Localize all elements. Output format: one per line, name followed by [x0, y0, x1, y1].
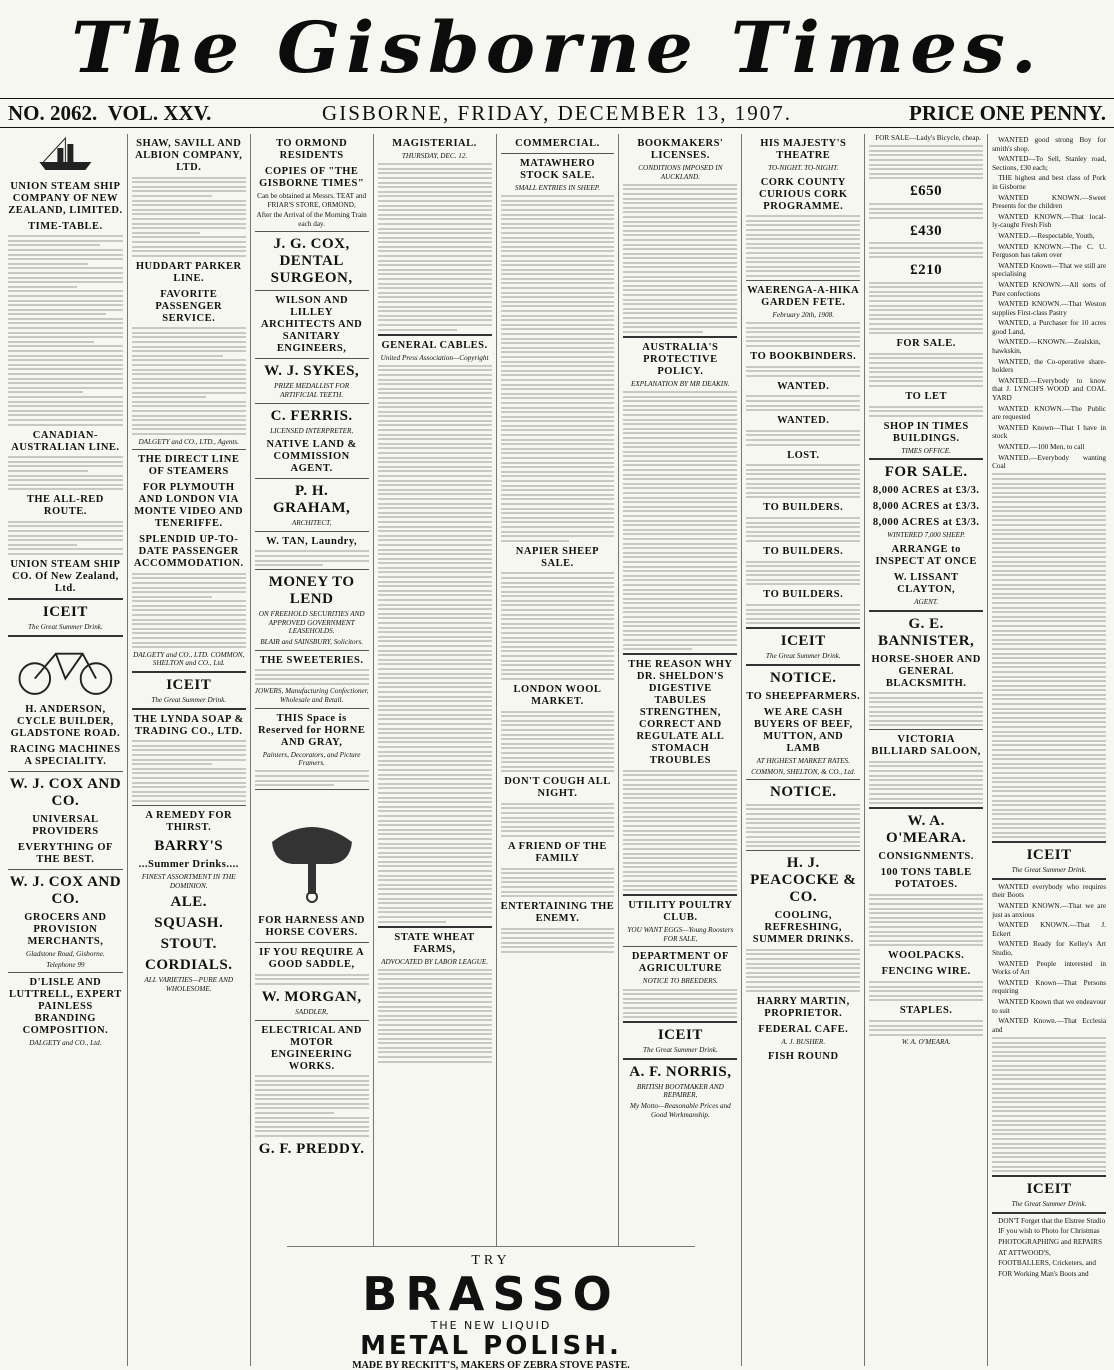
wanted-2-text	[746, 430, 860, 446]
market-rates: AT HIGHEST MARKET RATES.	[756, 757, 850, 766]
want-eggs: YOU WANT EGGS—Young Roosters FOR SALE,	[627, 926, 734, 943]
cash-buyers: WE ARE CASH BUYERS OF BEEF, MUTTON, AND LAMB	[753, 707, 853, 755]
morgan-saddler: SADDLER,	[295, 1008, 329, 1016]
norris: A. F. NORRIS,	[629, 1063, 732, 1080]
australia-protective: AUSTRALIA'S PROTECTIVE POLICY.	[642, 341, 719, 377]
napier-text	[501, 572, 615, 680]
peacocke-text	[746, 949, 860, 992]
staples-text	[869, 1020, 983, 1036]
wanted-ad: WANTED Ready for Kelley's Art Studio,	[992, 940, 1107, 958]
dept-agriculture: DEPARTMENT OF AGRICULTURE	[631, 951, 729, 975]
brasso-made-by: MADE BY RECKITT'S, MAKERS OF ZEBRA STOVE PASTE.	[352, 1360, 630, 1370]
lost-text	[746, 464, 860, 498]
allred-heading: THE ALL-RED ROUTE.	[26, 494, 104, 518]
for-sale-3: FOR SALE.	[884, 464, 968, 481]
wanted-ad: WANTED KNOWN.—That J. Eckert	[992, 921, 1107, 938]
acres-2: 8,000 ACRES at £3/3.	[872, 501, 980, 513]
p210-text	[869, 282, 983, 335]
for-sale-bicycle: FOR SALE—Lady's Bicycle, cheap.	[875, 134, 981, 142]
dateline	[0, 98, 1114, 128]
universal-providers: UNIVERSAL PROVIDERS	[32, 814, 99, 838]
remedy-thirst: A REMEDY FOR THIRST.	[145, 809, 233, 833]
to-sheepfarmers: TO SHEEPFARMERS.	[746, 691, 861, 703]
usc-heading: UNION STEAM SHIP COMPANY OF NEW ZEALAND, LIMITED.	[8, 180, 123, 216]
majestys-theatre: HIS MAJESTY'S THEATRE	[760, 138, 847, 161]
footballers: FOOTBALLERS, Cricketers, and	[998, 1259, 1096, 1268]
graham: P. H. GRAHAM,	[273, 483, 351, 517]
general-cables: GENERAL CABLES.	[381, 339, 488, 351]
money-lend: MONEY TO LEND	[268, 574, 355, 608]
dont-cough: DON'T COUGH ALL NIGHT.	[504, 776, 611, 800]
bannister-text	[869, 692, 983, 726]
ferris: C. FERRIS.	[270, 407, 353, 424]
deakin-explanation: EXPLANATION BY MR DEAKIN.	[630, 379, 730, 388]
wanted-1: WANTED.	[777, 380, 830, 392]
wanted-ad: WANTED KNOWN.—Sweet Presents for the children	[992, 193, 1107, 211]
wjcox-2: W. J. COX AND CO.	[9, 874, 122, 908]
wanted-ad: WANTED Known—That we still are specialising	[992, 261, 1107, 279]
attwoods: AT ATTWOOD'S,	[998, 1248, 1051, 1257]
to-builders-3: TO BUILDERS.	[763, 589, 844, 601]
sheldon-text	[623, 770, 737, 891]
direct-line: THE DIRECT LINE OF STEAMERS	[138, 454, 240, 478]
masthead	[0, 0, 1114, 96]
wanted-1-text	[746, 395, 860, 411]
iceit-ad-9b: ICEIT	[1026, 1181, 1072, 1198]
iceit-sub-6: The Great Summer Drink.	[642, 1046, 718, 1055]
victoria-billiard: VICTORIA BILLIARD SALOON,	[871, 734, 981, 758]
iceit-sub-7: The Great Summer Drink.	[765, 652, 841, 661]
wanted-ad: WANTED.—Everybody wanting Coal	[992, 453, 1107, 471]
for-sale-1-text	[869, 145, 983, 179]
cough-text	[501, 803, 615, 837]
shop-times: SHOP IN TIMES BUILDINGS.	[883, 420, 969, 444]
freehold: ON FREEHOLD SECURITIES AND APPROVED GOVERNMENT LEASEHOLDS.	[258, 610, 365, 636]
huddart-text	[132, 327, 246, 435]
london-wool: LONDON WOOL MARKET.	[513, 683, 602, 707]
sweeteries-text	[255, 669, 369, 685]
grocers: GROCERS AND PROVISION MERCHANTS,	[24, 912, 107, 948]
wintered: WINTERED 7,000 SHEEP.	[887, 531, 966, 540]
wanted-ad: WANTED, the Co-operative share-holders	[992, 357, 1107, 375]
splendid: SPLENDID UP-TO-DATE PASSENGER ACCOMMODATION.	[133, 534, 244, 570]
column-4	[373, 134, 496, 1366]
fete-date: February 20th, 1908.	[772, 310, 835, 319]
notice-breeders: NOTICE TO BREEDERS.	[642, 977, 718, 986]
wanted-ad: WANTED.—100 Men, to call	[998, 443, 1085, 451]
working-boots: FOR Working Man's Boots and	[998, 1269, 1089, 1278]
notice-1: NOTICE.	[770, 670, 837, 687]
wanted-text-1	[992, 473, 1106, 838]
lynda-text	[132, 740, 246, 802]
brasso-name: BRASSO	[362, 1267, 620, 1321]
timetable-heading: TIME-TABLE.	[28, 220, 103, 232]
sykes-medallist: PRIZE MEDALLIST FOR ARTIFICIAL TEETH.	[274, 382, 350, 399]
finest-assortment: FINEST ASSORTMENT IN THE DOMINION.	[141, 872, 236, 890]
iceit-ad-1: ICEIT	[42, 604, 88, 621]
plymouth-london: FOR PLYMOUTH AND LONDON VIA MONTE VIDEO AND TENERIFFE.	[134, 482, 244, 530]
labor-league: ADVOCATED BY LABOR LEAGUE.	[381, 957, 489, 966]
norris-motto: My Motto—Reasonable Prices and Good Workmanship.	[629, 1101, 731, 1119]
small-entries: SMALL ENTRIES IN SHEEP.	[514, 184, 601, 192]
wanted-ad: WANTED KNOWN.—The Public are requested	[992, 404, 1107, 422]
peacocke: H. J. PEACOCKE & CO.	[750, 855, 857, 906]
norris-sub: BRITISH BOOTMAKER AND REPAIRER,	[636, 1082, 724, 1100]
sweeteries: THE SWEETERIES.	[259, 654, 364, 666]
shaw-text	[132, 177, 246, 257]
stout: STOUT.	[160, 936, 217, 953]
billiard-text	[869, 761, 983, 804]
allred-text	[8, 521, 123, 555]
waerenga-fete: WAERENGA-A-HIKA GARDEN FETE.	[747, 284, 860, 308]
brasso-tagline: THE NEW LIQUID	[430, 1319, 552, 1332]
column-1	[4, 134, 127, 1366]
ormond-after: After the Arrival of the Morning Train each day.	[256, 211, 367, 228]
bannister: G. E. BANNISTER,	[878, 615, 975, 649]
direct-text	[132, 573, 246, 649]
iceit-ad-7: ICEIT	[780, 633, 826, 650]
ormond-residents: TO ORMOND RESIDENTS	[276, 138, 348, 161]
telephone: Telephone 99	[46, 960, 85, 969]
friend-text	[501, 868, 615, 898]
bookmakers-licenses: BOOKMAKERS' LICENSES.	[637, 138, 724, 161]
magisterial-text	[378, 163, 492, 330]
to-builders-2: TO BUILDERS.	[763, 545, 844, 557]
squash: SQUASH.	[154, 915, 224, 932]
wheat-text	[378, 969, 492, 1063]
builders-2-text	[746, 561, 860, 586]
issue-number: NO. 2062. VOL. XXV.	[8, 100, 212, 125]
wanted-ad: WANTED KNOWN.—All sorts of Pure confections	[992, 280, 1107, 298]
column-7	[741, 134, 864, 1366]
tan-text	[255, 550, 369, 566]
column-6	[618, 134, 741, 1366]
barrys: BARRY'S	[154, 837, 224, 854]
brasso-metal-polish: METAL POLISH.	[360, 1331, 622, 1361]
canadian-heading: CANADIAN-AUSTRALIAN LINE.	[11, 429, 120, 453]
busher: A. J. BUSHER.	[781, 1038, 826, 1047]
cooling-drinks: COOLING, REFRESHING, SUMMER DRINKS.	[752, 910, 854, 946]
place-date: GISBORNE, FRIDAY, DECEMBER 13, 1907.	[322, 100, 792, 125]
sheldon-reason: THE REASON WHY DR. SHELDON'S DIGESTIVE TABULES STRENGTHEN, CORRECT AND REGULATE ALL STOMACH TROUBLES	[628, 659, 733, 767]
painters-text	[255, 770, 369, 786]
wanted-ad: WANTED KNOWN.—That local-ly-caught Fresh Fish	[992, 212, 1107, 230]
iceit-sub-9b: The Great Summer Drink.	[1011, 1200, 1087, 1209]
lynda-soap: THE LYNDA SOAP & TRADING CO., LTD.	[133, 713, 244, 737]
iceit-sub-9: The Great Summer Drink.	[1011, 866, 1087, 875]
harry-martin: HARRY MARTIN, PROPRIETOR.	[756, 996, 850, 1020]
to-bookbinders: TO BOOKBINDERS.	[750, 351, 857, 363]
usc-footer: UNION STEAM SHIP CO. Of New Zealand, Ltd.	[10, 559, 121, 595]
jowers: JOWERS, Manufacturing Confectioner, Wholesale and Retail.	[254, 687, 369, 705]
fencing-text	[869, 981, 983, 1001]
painters: Painters, Decorators, and Picture Framers.	[262, 750, 361, 768]
column-9	[987, 134, 1110, 1366]
clayton-agent: AGENT.	[914, 597, 939, 606]
theatre-text	[746, 215, 860, 277]
column-5	[496, 134, 619, 1366]
napier-sale: NAPIER SHEEP SALE.	[515, 545, 600, 569]
dalgety-agents: DALGETY and CO., LTD., Agents.	[138, 437, 240, 446]
newspaper-title: The Gisborne Times.	[71, 7, 1043, 89]
wanted-ad: WANTED KNOWN.—That we are just as anxious	[992, 902, 1107, 919]
column-3	[250, 134, 373, 1366]
price-430: £430	[910, 222, 943, 239]
builders-3-text	[746, 604, 860, 624]
wjcox-1: W. J. COX AND CO.	[9, 776, 122, 810]
wanted-ad: THE highest and best class of Pork in Gisborne	[992, 174, 1107, 191]
volume-number: VOL. XXV.	[107, 100, 212, 125]
price: PRICE ONE PENNY.	[909, 100, 1106, 125]
wanted-ad: WANTED.—Everybody to know that J. LYNCH'S WOOD and COAL YARD	[992, 376, 1107, 403]
cables-text	[378, 365, 492, 923]
canadian-text	[8, 456, 123, 490]
timetable-text	[8, 235, 123, 425]
saddle-illustration	[255, 793, 369, 911]
dlisle-heading: D'LISLE AND LUTTRELL, EXPERT PAINLESS BRANDING COMPOSITION.	[9, 977, 122, 1037]
times-office: TIMES OFFICE.	[901, 446, 951, 455]
acres-1: 8,000 ACRES at £3/3.	[872, 485, 980, 497]
omeara-text	[869, 894, 983, 947]
bookmakers-conditions: CONDITIONS IMPOSED IN AUCKLAND.	[638, 164, 723, 181]
wanted-2: WANTED.	[777, 415, 830, 427]
potatoes: 100 TONS TABLE POTATOES.	[880, 867, 972, 891]
magisterial-heading: MAGISTERIAL.	[392, 138, 477, 149]
wanted-ad: WANTED.—KNOWN.—Zealskin, hawkskin,	[992, 338, 1101, 356]
tan-laundry: W. TAN, Laundry,	[266, 535, 358, 547]
ale: ALE.	[170, 894, 208, 911]
column-2	[127, 134, 250, 1366]
favorite-heading: FAVORITE PASSENGER SERVICE.	[155, 288, 223, 324]
everything-best: EVERYTHING OF THE BEST.	[17, 842, 113, 866]
racing-heading: RACING MACHINES A SPECIALITY.	[10, 744, 121, 768]
matawhero-text	[501, 195, 615, 542]
steamship-icon	[8, 134, 123, 174]
arrange-inspect: ARRANGE to INSPECT AT ONCE	[875, 543, 977, 567]
sykes: W. J. SYKES,	[264, 363, 360, 380]
acres-3: 8,000 ACRES at £3/3.	[872, 517, 980, 529]
breeders-text	[623, 989, 737, 1019]
builders-1-text	[746, 517, 860, 542]
notice-2-text	[746, 804, 860, 847]
dont-forget: DON'T Forget that the Elstree Studio	[998, 1216, 1106, 1225]
federal-cafe: FEDERAL CAFE.	[758, 1024, 849, 1036]
australia-text	[623, 391, 737, 650]
photographing: PHOTOGRAPHING and REPAIRS	[998, 1237, 1102, 1246]
graham-architect: ARCHITECT,	[291, 519, 332, 528]
staples: STAPLES.	[899, 1005, 953, 1017]
bookbinders-text	[746, 366, 860, 377]
gladstone-road: Gladstone Road, Gisborne.	[26, 950, 105, 959]
wanted-ad: WANTED.—Respectable, Youth,	[998, 231, 1095, 240]
friend-family: A FRIEND OF THE FAMILY	[508, 841, 607, 865]
electrical-works: ELECTRICAL AND MOTOR ENGINEERING WORKS.	[261, 1024, 362, 1072]
utility-poultry: UTILITY POULTRY CLUB.	[628, 900, 733, 924]
iceit-ad-2: ICEIT	[166, 677, 212, 693]
wanted-ad: WANTED everybody who requires their Boots	[992, 882, 1107, 900]
wanted-ad: WANTED Known.—That Ecclesia and	[992, 1017, 1107, 1034]
require-saddle: IF YOU REQUIRE A GOOD SADDLE,	[259, 947, 365, 971]
price-650: £650	[910, 183, 943, 200]
fete-text	[746, 322, 860, 347]
wanted-ad: WANTED, a Purchaser for 10 acres good Land,	[992, 319, 1107, 336]
jgcox: J. G. COX, DENTAL SURGEON,	[270, 236, 353, 287]
iceit-ad-6: ICEIT	[657, 1027, 703, 1044]
p650-text	[869, 203, 983, 219]
to-let-text	[869, 406, 983, 417]
iceit-ad-9: ICEIT	[1026, 847, 1072, 864]
preddy: G. F. PREDDY.	[258, 1140, 365, 1157]
p430-text	[869, 242, 983, 258]
wanted-ad: WANTED KNOWN.—That Weston supplies First-class Pastry	[992, 300, 1107, 317]
iceit-sub-2: The Great Summer Drink.	[151, 696, 227, 704]
common-shelton: COMMON, SHELTON, & CO., Ltd.	[751, 767, 856, 776]
to-let: TO LET	[905, 390, 947, 402]
wool-text	[501, 711, 615, 773]
wanted-ad: WANTED Known—That Persons requiring	[992, 978, 1107, 996]
dalgety-foot: DALGETY and CO., Ltd.	[29, 1039, 102, 1048]
page-columns	[4, 134, 1110, 1366]
fish-round: FISH ROUND	[767, 1050, 839, 1062]
state-wheat-farms: STATE WHEAT FARMS,	[394, 931, 475, 955]
saddle-text	[255, 974, 369, 985]
notice-2: NOTICE.	[770, 784, 837, 801]
anderson-heading: H. ANDERSON, CYCLE BUILDER, GLADSTONE ROAD.	[10, 704, 121, 740]
ormond-obtained: Can be obtained at Messrs. TEAT and FRIAR'S STORE, ORMOND,	[257, 192, 367, 209]
commercial-heading: COMMERCIAL.	[515, 138, 600, 149]
wholesome: ALL VARIETIES—PURE AND WHOLESOME.	[144, 976, 234, 993]
fencing-wire: FENCING WIRE.	[881, 966, 971, 978]
column-8	[864, 134, 987, 1366]
wanted-text-2	[992, 1037, 1106, 1172]
harness-covers: FOR HARNESS AND HORSE COVERS.	[258, 915, 365, 939]
saddle-icon	[262, 797, 362, 907]
omeara-2: W. A. O'MEARA.	[901, 1038, 951, 1047]
brasso-advert	[287, 1246, 695, 1370]
wanted-ad: WANTED People interested in Works of Art	[992, 959, 1107, 977]
bicycle-icon	[8, 640, 123, 698]
blair-sainsbury: BLAIR and SAINSBURY, Solicitors.	[260, 637, 364, 646]
price-210: £210	[910, 262, 943, 279]
for-sale-2: FOR SALE.	[896, 338, 956, 350]
wanted-ad: WANTED KNOWN.—The C. U. Ferguson has taken over	[992, 242, 1107, 260]
press-association: United Press Association—Copyright	[380, 353, 489, 362]
cordials: CORDIALS.	[145, 957, 233, 974]
lissant-clayton: W. LISSANT CLAYTON,	[893, 571, 959, 595]
iceit-sub-1: The Great Summer Drink.	[27, 623, 103, 632]
wanted-ad: WANTED Known—That I have in stock	[992, 423, 1107, 441]
woolpacks: WOOLPACKS.	[888, 950, 965, 962]
morgan: W. MORGAN,	[261, 989, 362, 1005]
photo-christmas: IF you wish to Photo for Christmas	[998, 1227, 1100, 1236]
space-reserved: THIS Space is Reserved for HORNE AND GRAY,	[257, 712, 366, 748]
consignments: CONSIGNMENTS.	[878, 851, 974, 863]
wanted-ad: WANTED Known that we endeavour to suit	[992, 998, 1107, 1015]
wanted-ad: WANTED—To Sell, Stanley road, Sections, £30 each;	[992, 155, 1107, 172]
for-sale-2-text	[869, 353, 983, 387]
bookmakers-text	[623, 184, 737, 333]
interpreter: LICENSED INTERPRETER,	[270, 426, 354, 435]
copies-times: COPIES OF "THE GISBORNE TIMES"	[259, 166, 365, 189]
to-builders-1: TO BUILDERS.	[763, 502, 844, 514]
cork-county: CORK COUNTY CURIOUS CORK PROGRAMME.	[758, 176, 848, 212]
omeara: W. A. O'MEARA.	[886, 813, 967, 847]
electrical-text	[255, 1075, 369, 1137]
brasso-try: TRY	[471, 1253, 511, 1268]
enemy-text	[501, 928, 615, 953]
matawhero-sale: MATAWHERO STOCK SALE.	[519, 158, 596, 181]
magisterial-date: THURSDAY, DEC. 12.	[401, 152, 468, 160]
native-land: NATIVE LAND & COMMISSION AGENT.	[266, 439, 357, 475]
dalgety-common: DALGETY and CO., LTD. COMMON, SHELTON and CO., Ltd.	[133, 650, 245, 668]
summer-drinks: ...Summer Drinks....	[138, 858, 239, 870]
wanted-ad: WANTED good strong Boy for smith's shop.	[992, 136, 1107, 153]
entertaining-enemy: ENTERTAINING THE ENEMY.	[500, 901, 615, 925]
huddart-heading: HUDDART PARKER LINE.	[135, 260, 242, 284]
horseshoer: HORSE-SHOER AND GENERAL BLACKSMITH.	[871, 653, 981, 689]
wilson-lilley: WILSON AND LILLEY ARCHITECTS AND SANITARY ENGINEERS,	[261, 295, 363, 355]
lost: LOST.	[787, 449, 820, 461]
shaw-savill-heading: SHAW, SAVILL AND ALBION COMPANY, LTD.	[135, 138, 243, 173]
tonight: TO-NIGHT. TO-NIGHT.	[768, 164, 839, 172]
